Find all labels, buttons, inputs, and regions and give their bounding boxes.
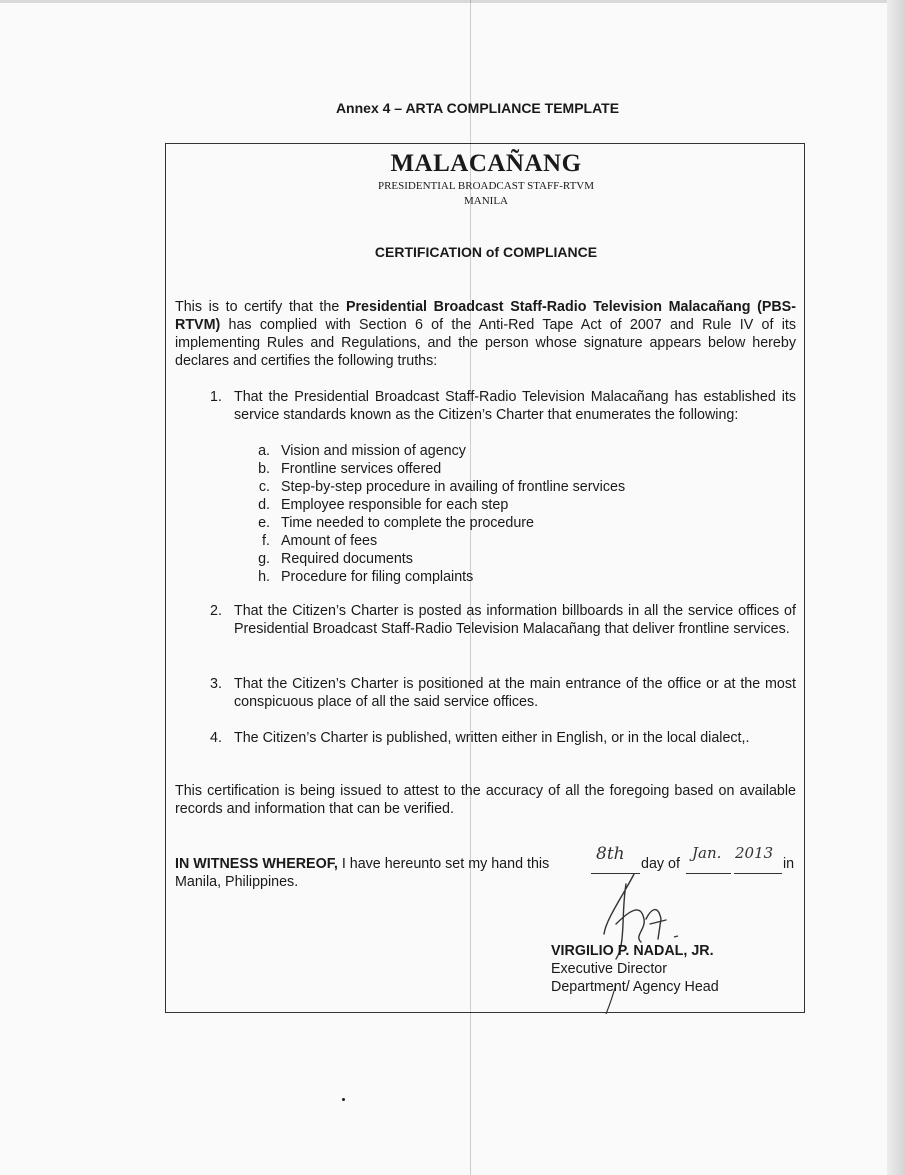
subitem-text: Procedure for filing complaints <box>281 569 474 585</box>
witness-line: IN WITNESS WHEREOF, I have hereunto set my hand this <box>175 856 550 872</box>
intro-paragraph: This is to certify that the Presidential Broadcast Staff-Radio Television Malacañang (PBS-RTVM) has complied with Section 6 of the Anti-Red Tape Act of 2007 and Rule IV of its implementing Rules and Regulations, and the person whose signature appears below hereby declares and certifies the following truths: <box>175 299 796 369</box>
annex-title: Annex 4 – ARTA COMPLIANCE TEMPLATE <box>335 100 620 116</box>
year-fill-line <box>734 873 782 874</box>
subitem-letter: c. <box>258 479 270 495</box>
subitem-letter: g. <box>258 551 270 567</box>
agency-name-bold: Presidential Broadcast Staff-Radio Television Malacañang (PBS-RTVM) <box>175 299 796 333</box>
agency-location: MANILA <box>464 195 508 207</box>
certification-title: CERTIFICATION of COMPLIANCE <box>374 244 598 260</box>
closing-paragraph: This certification is being issued to attest to the accuracy of all the foregoing based on available records and information that can be verified. <box>175 783 796 817</box>
handwritten-month: Jan. <box>692 844 722 862</box>
item-text: That the Citizen’s Charter is positioned at the main entrance of the office or at the most conspicuous place of all the said service offices. <box>234 676 796 710</box>
scan-speck <box>342 1098 345 1101</box>
subitem-letter: f. <box>262 533 270 549</box>
signatory-title: Executive Director <box>551 961 668 977</box>
scan-page-edge <box>887 0 905 1175</box>
day-of-label: day of <box>641 856 680 872</box>
scan-fold-line <box>470 0 471 1175</box>
item-text: That the Presidential Broadcast Staff-Radio Television Malacañang has established its service standards known as the Citizen’s Charter that enumerates the following: <box>234 389 796 423</box>
certificate-frame <box>165 143 805 1013</box>
subitem-text: Time needed to complete the procedure <box>281 515 534 531</box>
subitem-text: Step-by-step procedure in availing of frontline services <box>281 479 626 495</box>
item-number: 2. <box>210 603 222 619</box>
handwritten-day: 8th <box>596 844 625 864</box>
item-number: 1. <box>210 389 222 405</box>
subitem-letter: b. <box>258 461 270 477</box>
subitem-letter: a. <box>258 443 270 459</box>
subitem-text: Employee responsible for each step <box>281 497 509 513</box>
subitem-letter: e. <box>258 515 270 531</box>
in-label: in <box>783 856 795 872</box>
signatory-department: Department/ Agency Head <box>551 979 719 995</box>
subitem-letter: d. <box>258 497 270 513</box>
subitem-letter: h. <box>258 569 270 585</box>
scan-top-border <box>0 0 887 3</box>
agency-subtitle: PRESIDENTIAL BROADCAST STAFF-RTVM <box>377 180 595 192</box>
item-text: The Citizen’s Charter is published, written either in English, or in the local dialect,. <box>234 730 750 746</box>
item-number: 4. <box>210 730 222 746</box>
subitem-text: Frontline services offered <box>281 461 442 477</box>
witness-bold: IN WITNESS WHEREOF, <box>175 856 338 872</box>
item-number: 3. <box>210 676 222 692</box>
subitem-text: Amount of fees <box>281 533 378 549</box>
subitem-text: Vision and mission of agency <box>281 443 466 459</box>
handwritten-year: 2013 <box>735 844 774 862</box>
subitem-text: Required documents <box>281 551 413 567</box>
agency-title: MALACAÑANG <box>390 150 582 177</box>
item-text: That the Citizen’s Charter is posted as information billboards in all the service offices of Presidential Broadcast Staff-Radio Television Malacañang that deliver frontline services. <box>234 603 796 637</box>
witness-location: Manila, Philippines. <box>175 874 299 890</box>
signatory-name: VIRGILIO P. NADAL, JR. <box>551 943 714 959</box>
